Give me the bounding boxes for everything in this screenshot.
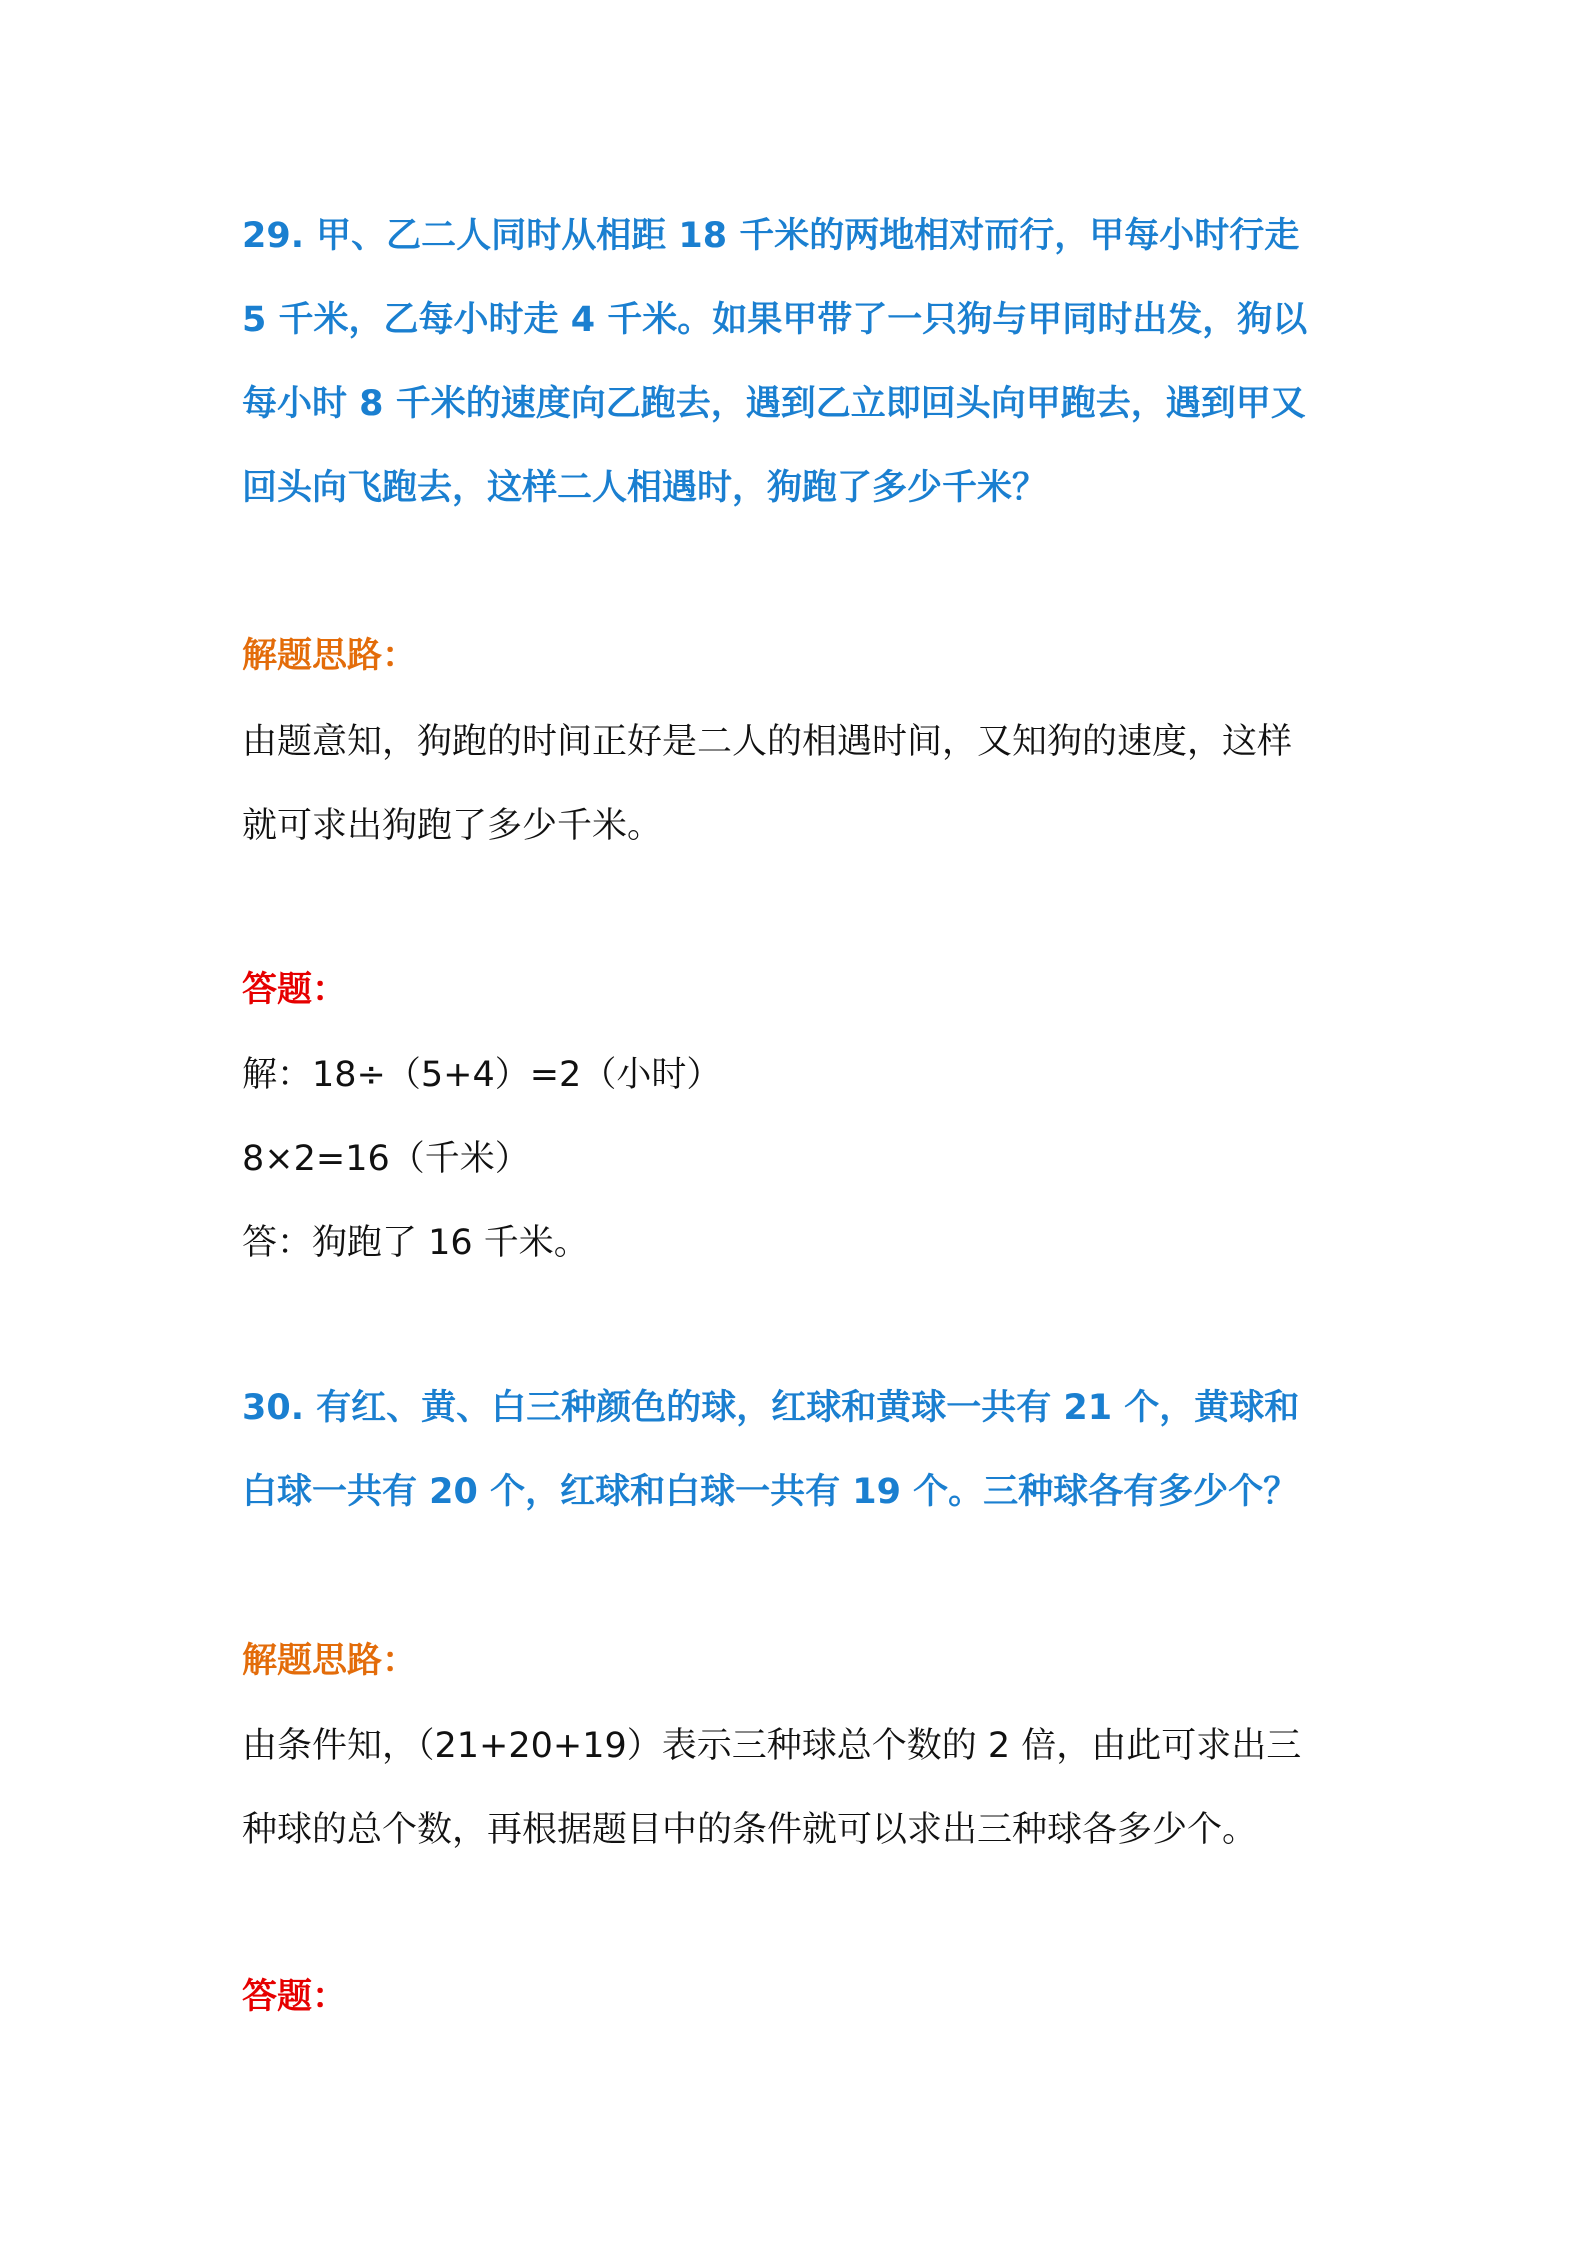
question-30 [242,1366,1362,1534]
question-30-thinking-heading: 解题思路： [242,1641,418,1681]
question-30-line-1: 30. 有红、黄、白三种颜色的球，红球和黄球一共有 21 个，黄球和 [242,1388,1300,1428]
question-29-answer-text [242,1033,1362,1285]
question-29-line-4: 回头向飞跑去，这样二人相遇时，狗跑了多少千米？ [242,468,1048,508]
question-30-thinking-line-2: 种球的总个数，再根据题目中的条件就可以求出三种球各多少个。 [242,1810,1258,1850]
question-29-line-1: 29. 甲、乙二人同时从相距 18 千米的两地相对而行，甲每小时行走 [242,216,1300,256]
question-29-thinking-heading: 解题思路： [242,636,418,676]
question-29-thinking-line-1: 由题意知，狗跑的时间正好是二人的相遇时间，又知狗的速度，这样 [242,722,1293,762]
question-30-thinking-line-1: 由条件知，（21+20+19）表示三种球总个数的 2 倍，由此可求出三 [242,1726,1302,1766]
question-29-answer-line-2: 8×2=16（千米） [242,1139,530,1179]
question-30-line-2: 白球一共有 20 个，红球和白球一共有 19 个。三种球各有多少个？ [242,1472,1299,1512]
question-29-thinking-text [242,700,1362,868]
question-30-thinking-text [242,1704,1362,1872]
question-29-line-2: 5 千米，乙每小时走 4 千米。如果甲带了一只狗与甲同时出发，狗以 [242,300,1308,340]
question-30-answer-heading: 答题： [242,1977,348,2017]
question-29-answer-line-1: 解：18÷（5+4）=2（小时） [242,1055,722,1095]
question-29-answer-line-3: 答：狗跑了 16 千米。 [242,1223,589,1263]
question-29-thinking-line-2: 就可求出狗跑了多少千米。 [242,806,663,846]
question-29 [242,194,1362,530]
question-29-line-3: 每小时 8 千米的速度向乙跑去，遇到乙立即回头向甲跑去，遇到甲又 [242,384,1306,424]
question-29-answer-heading: 答题： [242,970,348,1010]
